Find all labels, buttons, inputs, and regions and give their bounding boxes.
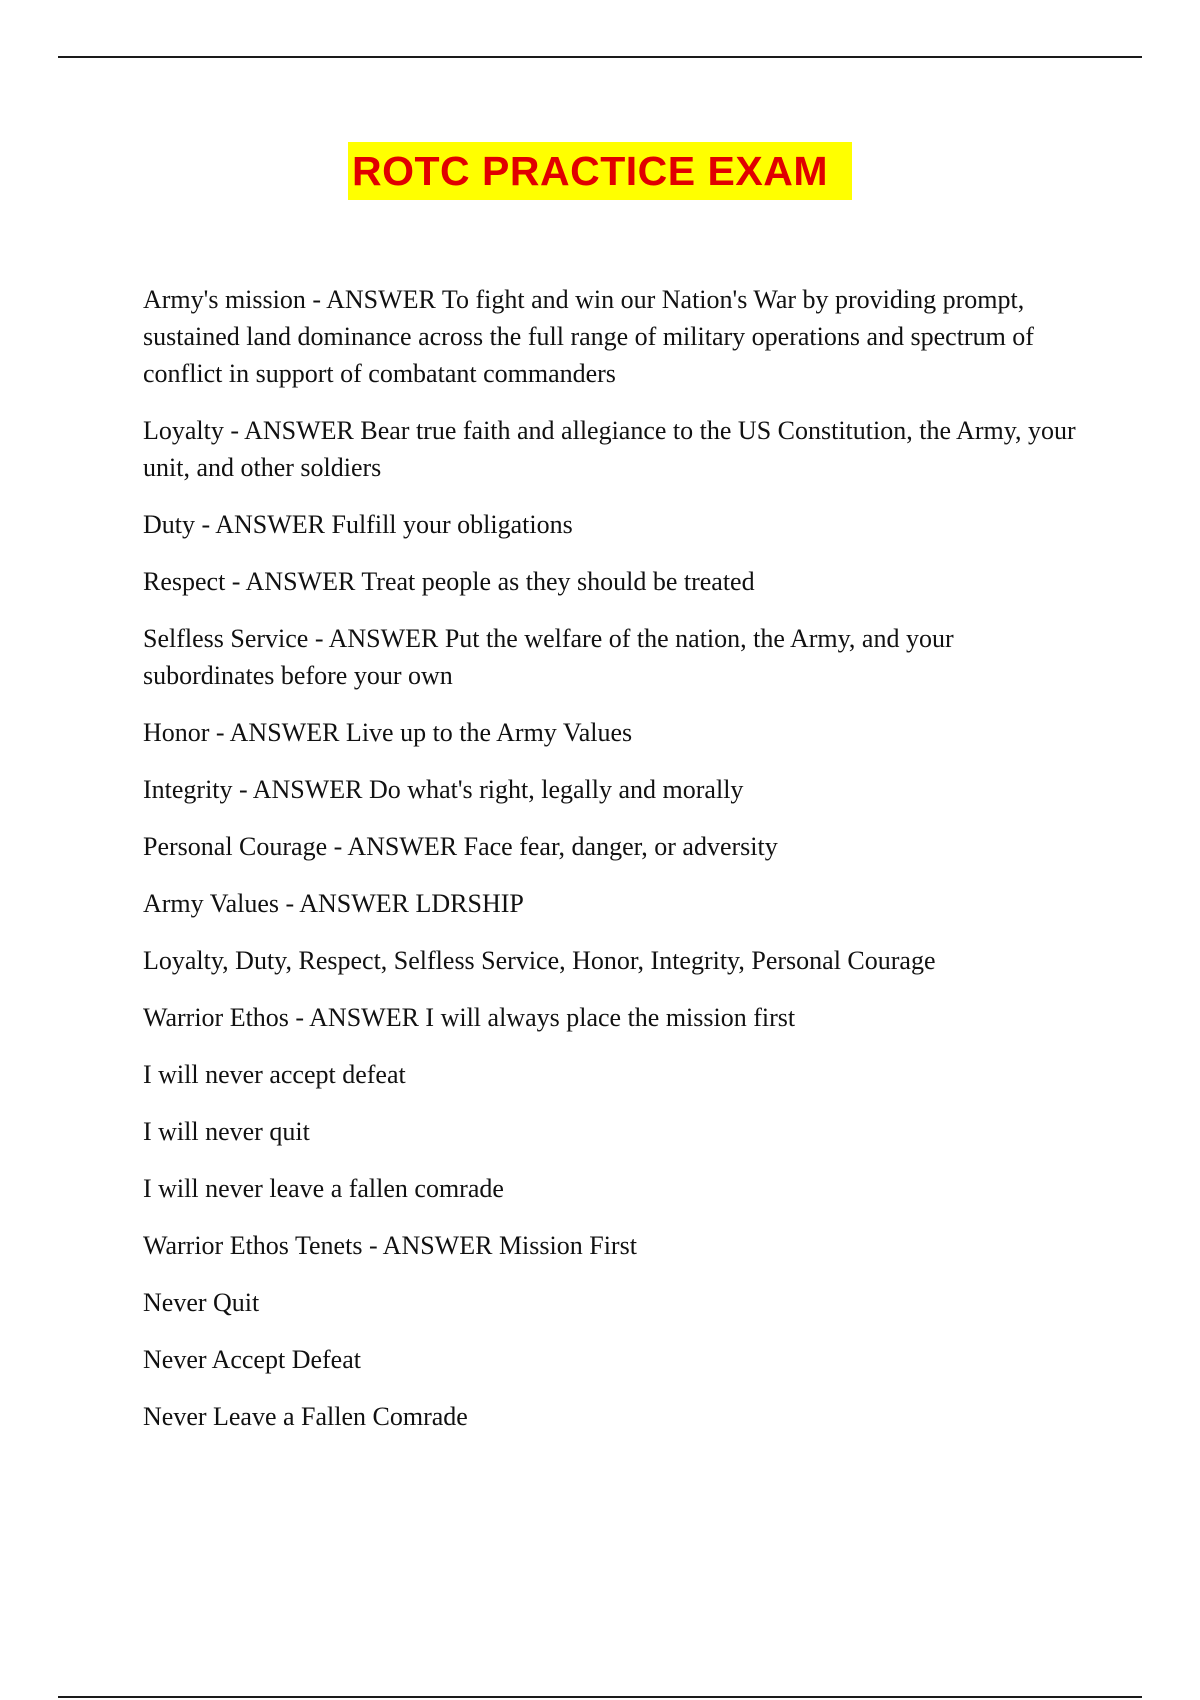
qa-entry: Personal Courage - ANSWER Face fear, danger, or adversity: [143, 832, 778, 861]
bottom-rule: [58, 1696, 1142, 1698]
qa-entry: Selfless Service - ANSWER Put the welfare of the nation, the Army, and your subordinates before your own: [143, 624, 954, 690]
qa-entry: Army Values - ANSWER LDRSHIP: [143, 889, 524, 918]
qa-entry: Loyalty, Duty, Respect, Selfless Service, Honor, Integrity, Personal Courage: [143, 946, 936, 975]
qa-entry: Honor - ANSWER Live up to the Army Values: [143, 718, 633, 747]
page-title: ROTC PRACTICE EXAM: [348, 142, 852, 200]
qa-entry: I will never accept defeat: [143, 1060, 406, 1089]
qa-entry: Warrior Ethos Tenets - ANSWER Mission First: [143, 1231, 637, 1260]
qa-entry: Respect - ANSWER Treat people as they should be treated: [143, 567, 755, 596]
qa-entry: Never Quit: [143, 1288, 260, 1317]
qa-entry: Army's mission - ANSWER To fight and win our Nation's War by providing prompt, sustained land dominance across the full range of military operations and spectrum of conflict in support of combatant commanders: [143, 285, 1034, 388]
qa-entry: I will never leave a fallen comrade: [143, 1174, 504, 1203]
qa-entry: Warrior Ethos - ANSWER I will always place the mission first: [143, 1003, 796, 1032]
qa-entry: Integrity - ANSWER Do what's right, legally and morally: [143, 775, 744, 804]
qa-entry: I will never quit: [143, 1117, 310, 1146]
qa-entry: Duty - ANSWER Fulfill your obligations: [143, 510, 573, 539]
qa-entry: Loyalty - ANSWER Bear true faith and allegiance to the US Constitution, the Army, your unit, and other soldiers: [143, 416, 1076, 482]
qa-entry: Never Accept Defeat: [143, 1345, 361, 1374]
exam-content: [143, 281, 1083, 1455]
qa-entry: Never Leave a Fallen Comrade: [143, 1402, 468, 1431]
title-container: [0, 142, 1200, 200]
top-rule: [58, 56, 1142, 58]
